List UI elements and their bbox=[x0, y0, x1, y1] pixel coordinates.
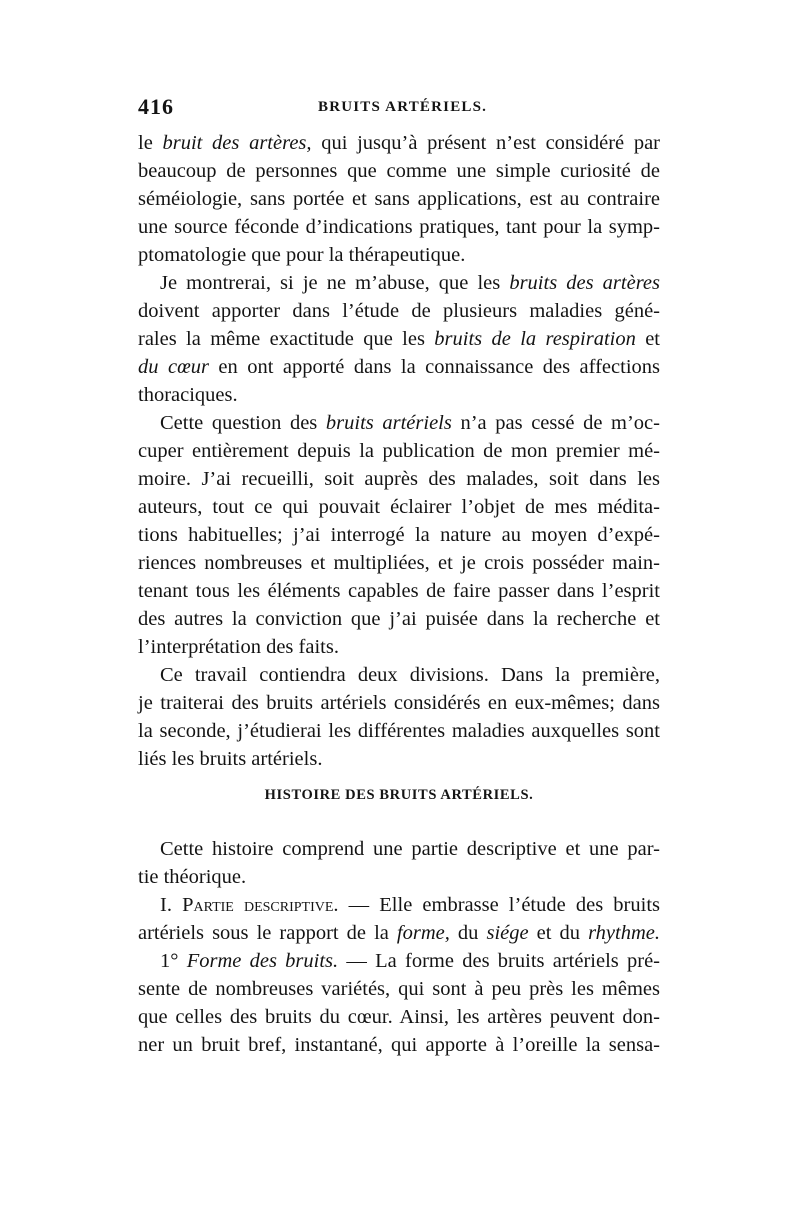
text-span: du bbox=[449, 922, 487, 944]
text-line: auteurs, tout ce qui pouvait éclairer l’objet de mes médita- bbox=[138, 496, 660, 518]
italic-span: du cœur bbox=[138, 356, 209, 378]
text-span: Cette question des bbox=[160, 412, 326, 434]
italic-span: bruits de la respiration bbox=[434, 328, 636, 350]
text-line bbox=[138, 920, 660, 946]
text-span: — La forme des bruits artériels pré- bbox=[338, 950, 661, 972]
italic-span: siége bbox=[486, 922, 529, 944]
text-span: qui jusqu’à présent n’est considéré par bbox=[311, 132, 661, 154]
text-span: n’a pas cessé de m’oc- bbox=[451, 412, 660, 434]
italic-span: bruit des artères, bbox=[162, 132, 312, 154]
section-heading: HISTOIRE DES BRUITS ARTÉRIELS. bbox=[264, 787, 534, 803]
text-line: beaucoup de personnes que comme une simple curiosité de bbox=[138, 160, 660, 182]
text-span: le bbox=[138, 132, 163, 154]
text-line: l’interprétation des faits. bbox=[138, 636, 339, 658]
text-line: une source féconde d’indications pratiques, tant pour la symp- bbox=[138, 216, 660, 238]
text-line: doivent apporter dans l’étude de plusieurs maladies géné- bbox=[138, 300, 660, 322]
text-span: artériels sous le rapport de la bbox=[138, 922, 397, 944]
text-line: ptomatologie que pour la thérapeutique. bbox=[138, 244, 466, 266]
text-span: I. bbox=[160, 894, 183, 916]
text-line: thoraciques. bbox=[138, 384, 238, 406]
text-line: tenant tous les éléments capables de faire passer dans l’esprit bbox=[138, 580, 660, 602]
text-line: que celles des bruits du cœur. Ainsi, les artères peuvent don- bbox=[138, 1006, 660, 1028]
text-span: et du bbox=[528, 922, 589, 944]
text-span: Je montrerai, si je ne m’abuse, que les bbox=[160, 272, 510, 294]
text-line: Cette histoire comprend une partie descriptive et une par- bbox=[160, 838, 660, 860]
text-line: ner un bruit bref, instantané, qui apporte à l’oreille la sensa- bbox=[138, 1034, 660, 1056]
text-span: et bbox=[635, 328, 661, 350]
text-line: séméiologie, sans portée et sans applications, est au contraire bbox=[138, 188, 660, 210]
text-line bbox=[160, 892, 660, 918]
text-line: sente de nombreuses variétés, qui sont à peu près les mêmes bbox=[138, 978, 660, 1000]
text-span: 1° bbox=[160, 950, 187, 972]
text-line: cuper entièrement depuis la publication de mon premier mé- bbox=[138, 440, 660, 462]
text-line bbox=[160, 948, 660, 974]
italic-span: Forme des bruits. bbox=[186, 950, 339, 972]
text-span: rales la même exactitude que les bbox=[138, 328, 435, 350]
text-line: tie théorique. bbox=[138, 866, 247, 888]
text-line bbox=[138, 130, 660, 156]
page-header bbox=[138, 94, 660, 124]
text-line: moire. J’ai recueilli, soit auprès des malades, soit dans les bbox=[138, 468, 660, 490]
text-line: liés les bruits artériels. bbox=[138, 748, 323, 770]
text-line bbox=[160, 410, 660, 436]
text-line bbox=[160, 270, 660, 296]
text-line bbox=[138, 354, 660, 380]
italic-span: rhythme. bbox=[588, 922, 660, 944]
italic-span: bruits des artères bbox=[509, 272, 660, 294]
italic-span: forme, bbox=[396, 922, 450, 944]
running-head: BRUITS ARTÉRIELS. bbox=[318, 99, 488, 115]
small-caps-span: Partie descriptive. bbox=[182, 894, 339, 916]
text-line: je traiterai des bruits artériels considérés en eux-mêmes; dans bbox=[138, 692, 660, 714]
text-line bbox=[138, 326, 660, 352]
text-line: Ce travail contiendra deux divisions. Dans la première, bbox=[160, 664, 660, 686]
text-line: la seconde, j’étudierai les différentes maladies auxquelles sont bbox=[138, 720, 660, 742]
text-line: tions habituelles; j’ai interrogé la nature au moyen d’expé- bbox=[138, 524, 660, 546]
text-line: riences nombreuses et multipliées, et je crois posséder main- bbox=[138, 552, 660, 574]
italic-span: bruits artériels bbox=[325, 412, 452, 434]
text-span: en ont apporté dans la connaissance des affections bbox=[208, 356, 660, 378]
page-number: 416 bbox=[138, 94, 174, 119]
text-span: — Elle embrasse l’étude des bruits bbox=[338, 894, 660, 916]
text-line: des autres la conviction que j’ai puisée dans la recherche et bbox=[138, 608, 660, 630]
